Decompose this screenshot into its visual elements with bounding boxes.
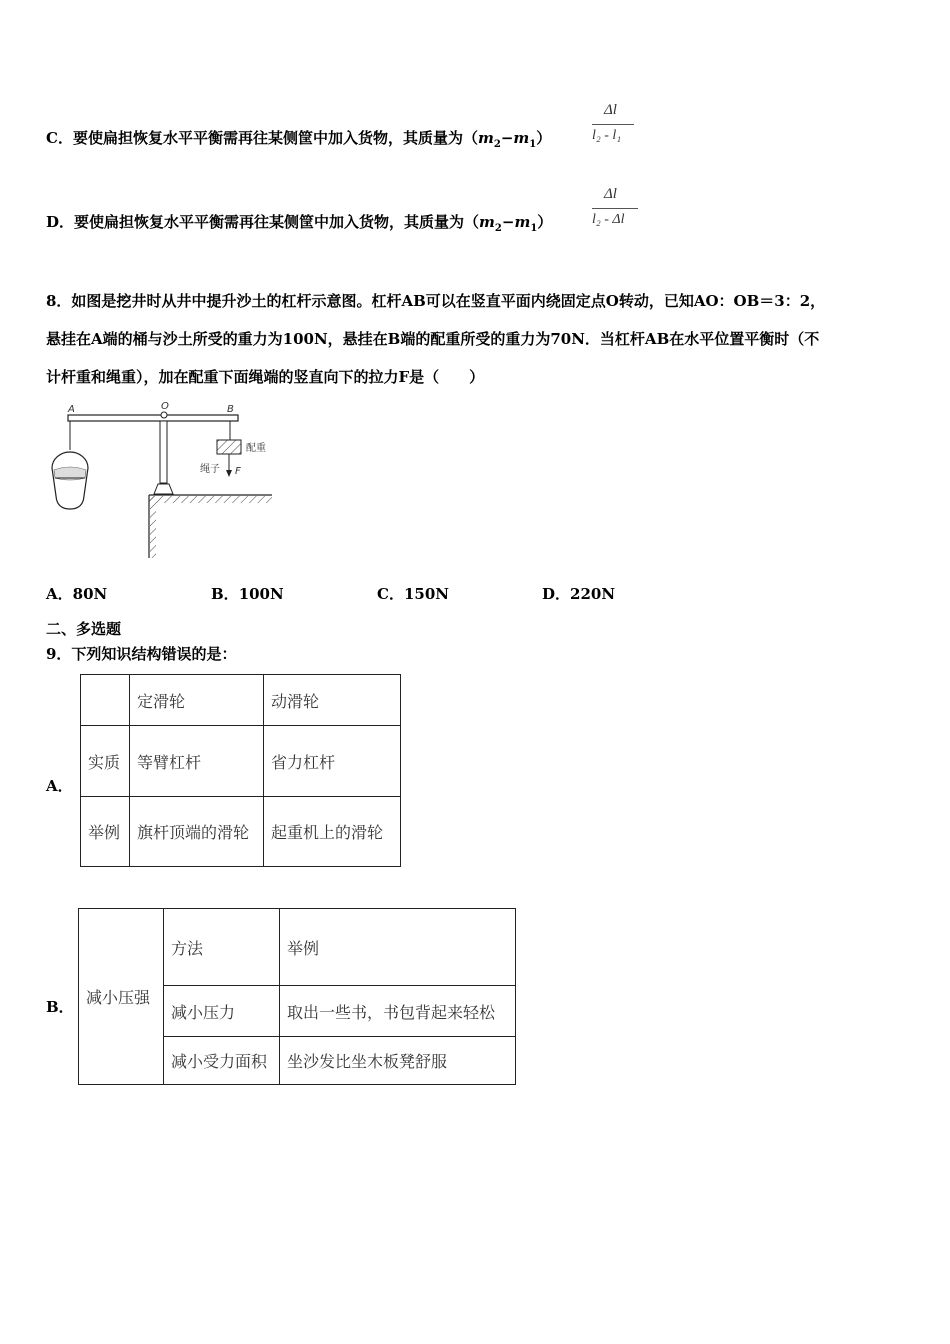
table-cell: 减小压力 xyxy=(164,986,280,1037)
label-a: A xyxy=(68,404,75,415)
fraction-denominator: l₂ - l₁ xyxy=(592,128,622,143)
q8-option-b[interactable]: B．100N xyxy=(211,585,284,603)
pivot-o xyxy=(161,412,167,418)
table-cell: 定滑轮 xyxy=(130,675,264,726)
label-b: B xyxy=(227,404,234,415)
fraction-numerator: Δl xyxy=(604,102,617,118)
lever-bar xyxy=(68,415,238,421)
table-cell: 等臂杠杆 xyxy=(130,726,264,797)
q8-option-c[interactable]: C．150N xyxy=(377,585,449,603)
q7-option-d-fraction xyxy=(590,184,646,239)
q7-option-d: D．要使扁担恢复水平平衡需再往某侧筐中加入货物，其质量为$(m_2-m_1)$ xyxy=(46,213,553,234)
q8-option-a[interactable]: A．80N xyxy=(46,585,108,603)
q7-option-c: C．要使扁担恢复水平平衡需再往某侧筐中加入货物，其质量为$(m_2-m_1)$ xyxy=(46,129,552,150)
q9-stem: 9．下列知识结构错误的是： xyxy=(46,645,237,663)
q9-option-b-label: B． xyxy=(46,998,74,1016)
fraction-bar xyxy=(592,124,634,125)
support-post xyxy=(160,421,167,483)
q7-option-c-label: C． xyxy=(46,129,73,147)
table-cell: 动滑轮 xyxy=(264,675,401,726)
q7-option-d-label: D． xyxy=(46,213,75,231)
q9-option-b-table xyxy=(78,908,516,1085)
q8-stem-line-1: 8．如图是挖井时从井中提升沙土的杠杆示意图。杠杆AB可以在竖直平面内绕固定点O转动，已知AO：OB＝3：2， xyxy=(46,292,826,310)
lever-diagram xyxy=(40,398,290,563)
q8-option-d[interactable]: D．220N xyxy=(542,585,616,603)
label-f: F xyxy=(235,466,241,477)
section-title: 二、多选题 xyxy=(46,620,122,638)
q7-option-c-text: 要使扁担恢复水平平衡需再往某侧筐中加入货物，其质量为（ xyxy=(72,129,478,147)
table-cell xyxy=(81,675,130,726)
fraction-bar xyxy=(592,208,638,209)
table-cell: 旗杆顶端的滑轮 xyxy=(130,797,264,867)
q9-option-a-label: A． xyxy=(46,777,73,795)
post-base xyxy=(154,484,173,494)
q8-stem-line-2: 悬挂在A端的桶与沙土所受的重力为100N，悬挂在B端的配重所受的重力为70N．当杠杆AB在水平位置平衡时（不 xyxy=(46,330,820,348)
label-rope: 绳子 xyxy=(200,464,220,475)
fraction-numerator: Δl xyxy=(604,186,617,202)
table-cell: 实质 xyxy=(81,726,130,797)
q9-option-a-table xyxy=(80,674,401,867)
table-cell: 省力杠杆 xyxy=(264,726,401,797)
label-counterweight: 配重 xyxy=(246,443,266,454)
table-cell: 举例 xyxy=(280,909,516,986)
table-cell: 坐沙发比坐木板凳舒服 xyxy=(280,1037,516,1085)
bucket xyxy=(52,452,88,509)
q7-option-d-text: 要使扁担恢复水平平衡需再往某侧筐中加入货物，其质量为（ xyxy=(74,213,480,231)
well-wall-hatch xyxy=(150,496,156,558)
table-cell: 起重机上的滑轮 xyxy=(264,797,401,867)
label-o: O xyxy=(161,401,169,412)
q7-option-c-fraction xyxy=(590,100,640,155)
ground-hatch xyxy=(149,496,272,503)
table-cell: 减小压强 xyxy=(79,909,164,1085)
table-cell: 减小受力面积 xyxy=(164,1037,280,1085)
table-cell: 举例 xyxy=(81,797,130,867)
table-cell: 方法 xyxy=(164,909,280,986)
table-cell: 取出一些书，书包背起来轻松 xyxy=(280,986,516,1037)
fraction-denominator: l₂ - Δl xyxy=(592,212,625,227)
q8-stem-line-3: 计杆重和绳重），加在配重下面绳端的竖直向下的拉力F是（ ） xyxy=(46,368,485,386)
force-arrow xyxy=(226,470,232,477)
counterweight xyxy=(217,440,241,454)
